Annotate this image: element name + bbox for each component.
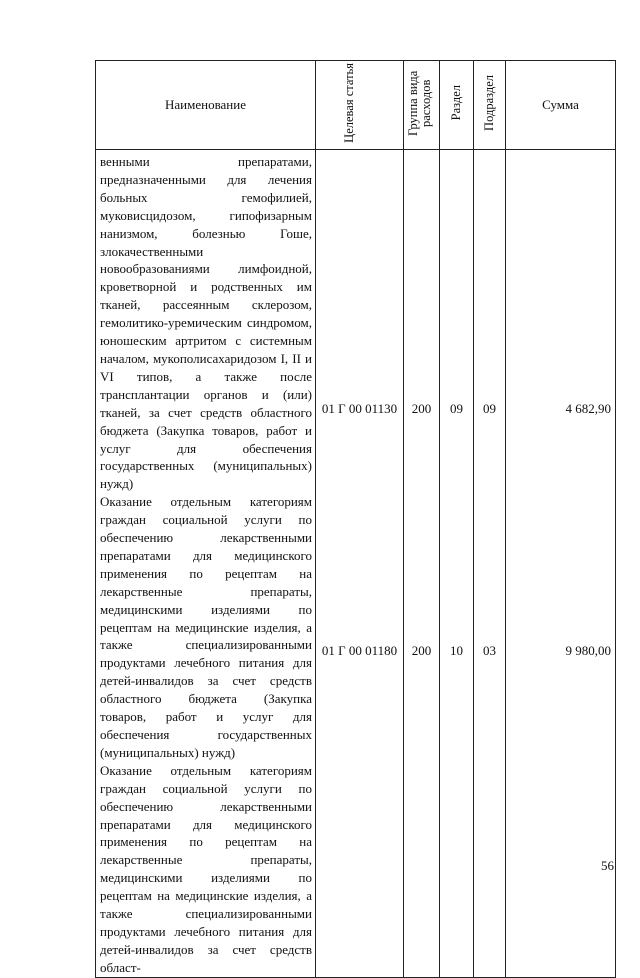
name-paragraph-2: Оказание отдельным категориям граждан социальной услуги по обеспечению лекарственными препаратами для медицинского применения по рецептам на лекарственные препараты, медицинскими изделиями по рецептам на медицинские изделия, а также специализированными продуктами лечебного питания для детей-инвалидов за счет средств областного бюджета (Закупка товаров, работ и услуг для обеспечения государственных (муниципальных) нужд): [100, 494, 312, 760]
name-paragraph-3: Оказание отдельным категориям граждан социальной услуги по обеспечению лекарственными препаратами для медицинского применения по рецептам на лекарственные препараты, медицинскими изделиями по рецептам на медицинские изделия, а также специализированными продуктами лечебного питания для детей-инвалидов за счет средств област-: [100, 762, 312, 975]
section-value: 10: [450, 643, 463, 658]
header-expense-group: Группа вида расходов: [405, 70, 433, 136]
header-target-article: Целевая статья: [341, 63, 356, 143]
header-name: Наименование: [96, 61, 316, 150]
name-paragraph-1: венными препаратами, предназначенными для лечения больных гемофилией, муковисцидозом, гипофизарным нанизмом, болезнью Гоше, злокачественными новообразованиями лимфоидной, кроветворной и родственных им тканей, рассеянным склерозом, гемолитико-уремическим синдромом, юношеским артритом с системным началом, мукополисахаридозом I, II и VI типов, а также после трансплантации органов и (или) тканей, за счет средств областного бюджета (Закупка товаров, работ и услуг для обеспечения государственных (муниципальных) нужд): [100, 154, 312, 492]
name-cell: [96, 150, 316, 978]
sum-value: 4 682,90: [565, 401, 611, 416]
target-article-value: 01 Г 00 01180: [321, 643, 398, 658]
section-cell: [440, 150, 474, 978]
sum-value: 9 980,00: [565, 643, 611, 658]
page-number: 56: [601, 858, 614, 873]
header-subsection: Подраздел: [481, 75, 496, 131]
header-sum: Сумма: [506, 61, 616, 150]
target-article-value: 01 Г 00 01130: [321, 401, 398, 416]
table-row: [96, 150, 616, 978]
target-article-cell: [316, 150, 404, 978]
table-header-row: [96, 61, 616, 150]
subsection-value: 09: [483, 401, 496, 416]
subsection-value: 03: [483, 643, 496, 658]
subsection-cell: [474, 150, 506, 978]
section-value: 09: [450, 401, 463, 416]
expense-group-value: 200: [411, 643, 432, 658]
expense-group-cell: [404, 150, 440, 978]
sum-cell: [506, 150, 616, 978]
expense-group-value: 200: [411, 401, 432, 416]
header-section: Раздел: [448, 85, 463, 121]
budget-table: [95, 60, 616, 978]
